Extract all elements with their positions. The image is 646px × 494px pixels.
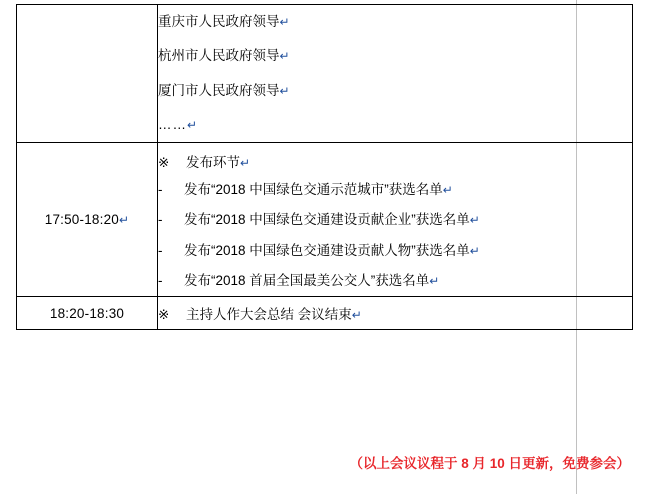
list-item — [158, 175, 632, 205]
list-item-text: 厦门市人民政府领导 — [158, 82, 280, 98]
section-heading-text: 发布环节 — [186, 155, 240, 170]
table-row — [17, 297, 633, 330]
dash-bullet-icon: - — [158, 182, 163, 197]
section-heading-text: 主持人作大会总结 会议结束 — [186, 307, 352, 322]
paragraph-mark-icon: ↵ — [279, 15, 290, 29]
paragraph-mark-icon: ↵ — [187, 117, 198, 132]
table-row — [17, 5, 633, 143]
list-item-text: 发布“2018 中国绿色交通建设贡献企业”获选名单 — [184, 212, 470, 228]
section-heading — [158, 143, 632, 175]
list-item — [158, 266, 632, 296]
list-item-text: 重庆市人民政府领导 — [158, 14, 280, 29]
table-row — [17, 143, 633, 297]
content-cell — [158, 143, 633, 297]
time-cell — [17, 5, 158, 143]
paragraph-mark-icon: ↵ — [351, 308, 362, 322]
list-item — [158, 74, 632, 108]
paragraph-mark-icon: ↵ — [469, 243, 480, 258]
list-item — [158, 39, 632, 73]
dash-bullet-icon: - — [158, 212, 163, 228]
list-item-text: 发布“2018 首届全国最美公交人”获选名单 — [184, 272, 430, 288]
content-cell — [158, 297, 633, 330]
footnote-text: （以上会议议程于 8 月 10 日更新，免费参会） — [349, 456, 630, 471]
content-cell — [158, 5, 633, 143]
document-body — [16, 4, 630, 330]
dash-bullet-icon: - — [158, 272, 163, 288]
paragraph-mark-icon: ↵ — [279, 49, 290, 64]
reference-mark-icon: ※ — [158, 307, 170, 322]
list-item — [158, 205, 632, 235]
list-item — [158, 236, 632, 266]
reference-mark-icon: ※ — [158, 155, 170, 170]
section-heading — [158, 297, 632, 329]
list-item — [158, 108, 632, 142]
list-item-text: …… — [158, 116, 187, 132]
time-label: 17:50-18:20 — [44, 212, 119, 227]
list-item-text: 杭州市人民政府领导 — [158, 48, 280, 64]
time-cell — [17, 143, 158, 297]
list-item-text: 发布“2018 中国绿色交通建设贡献人物”获选名单 — [184, 242, 470, 258]
list-item-text: 发布“2018 中国绿色交通示范城市”获选名单 — [184, 182, 443, 197]
paragraph-mark-icon: ↵ — [442, 183, 453, 197]
paragraph-mark-icon: ↵ — [279, 83, 290, 98]
dash-bullet-icon: - — [158, 242, 163, 258]
paragraph-mark-icon: ↵ — [469, 213, 480, 228]
time-label: 18:20-18:30 — [49, 305, 125, 321]
list-item — [158, 5, 632, 39]
agenda-table — [16, 4, 633, 330]
time-cell — [17, 297, 158, 330]
paragraph-mark-icon: ↵ — [119, 213, 130, 227]
paragraph-mark-icon: ↵ — [429, 273, 440, 288]
paragraph-mark-icon: ↵ — [240, 156, 251, 170]
